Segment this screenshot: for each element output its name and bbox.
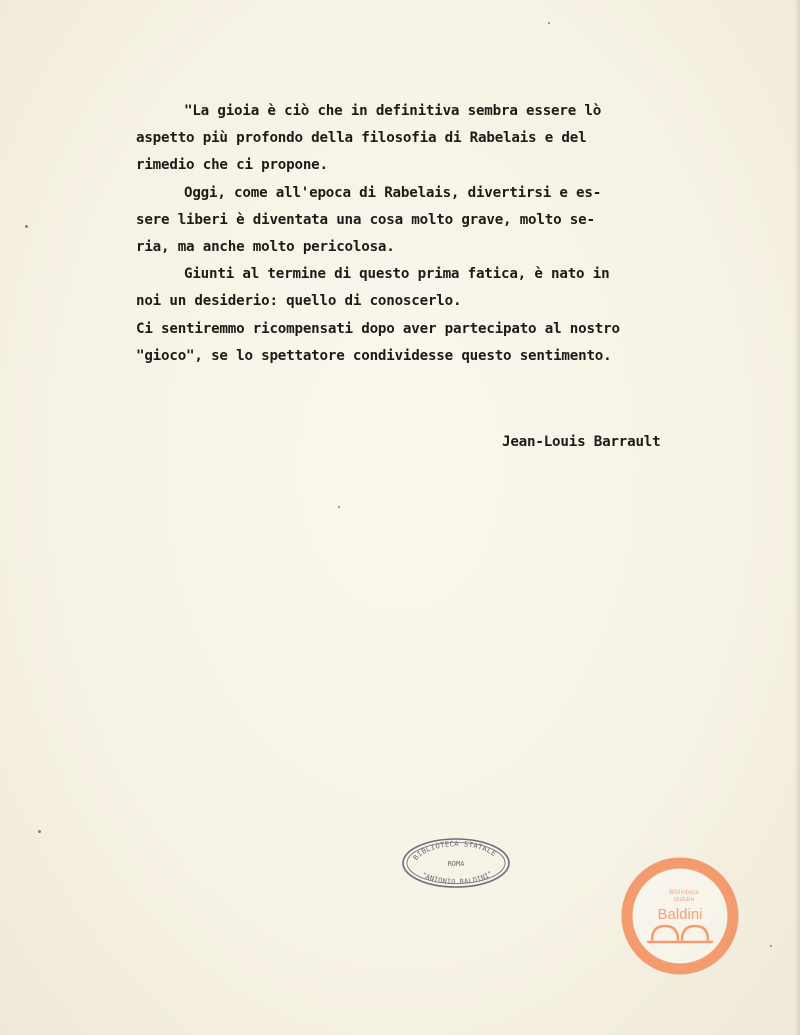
text-line: Ci sentiremmo ricompensati dopo aver partecipato al nostro: [136, 320, 620, 337]
text-line: ria, ma anche molto pericolosa.: [136, 238, 395, 255]
library-stamp-icon: [401, 836, 511, 890]
stamp-top-text: BIBLIOTECA STATALE: [411, 839, 499, 862]
scan-speck: [38, 830, 41, 833]
stamp-bottom-text: "ANTONIO BALDINI": [420, 869, 495, 887]
text-line: "La gioia è ciò che in definitiva sembra essere lò: [184, 103, 602, 119]
scan-speck: [338, 506, 340, 508]
text-line: Giunti al termine di questo prima fatica, è nato in: [184, 266, 610, 283]
text-line: aspetto più profondo della filosofia di Rabelais e del: [136, 130, 587, 147]
text-line: Oggi, come all'epoca di Rabelais, divertirsi e es-: [184, 184, 602, 201]
text-line: rimedio che ci propone.: [136, 157, 328, 174]
typed-text-block: [136, 98, 696, 370]
stamp-middle-text: ROMA: [447, 860, 465, 868]
text-line: sere liberi è diventata una cosa molto grave, molto se-: [136, 211, 595, 228]
scan-speck: [548, 22, 550, 24]
watermark-small-text-2: statale: [673, 896, 695, 903]
text-line: "gioco", se lo spettatore condividesse questo sentimento.: [136, 347, 612, 364]
page-edge-shadow: [794, 0, 800, 1035]
signature: Jean-Louis Barrault: [502, 434, 661, 450]
scan-speck: [770, 945, 772, 947]
scan-speck: [25, 225, 28, 228]
text-line: noi un desiderio: quello di conoscerlo.: [136, 293, 462, 310]
watermark-brand-text: Baldini: [657, 906, 703, 923]
baldini-watermark-logo: [620, 856, 740, 976]
watermark-small-text-1: Biblioteca: [669, 889, 699, 896]
